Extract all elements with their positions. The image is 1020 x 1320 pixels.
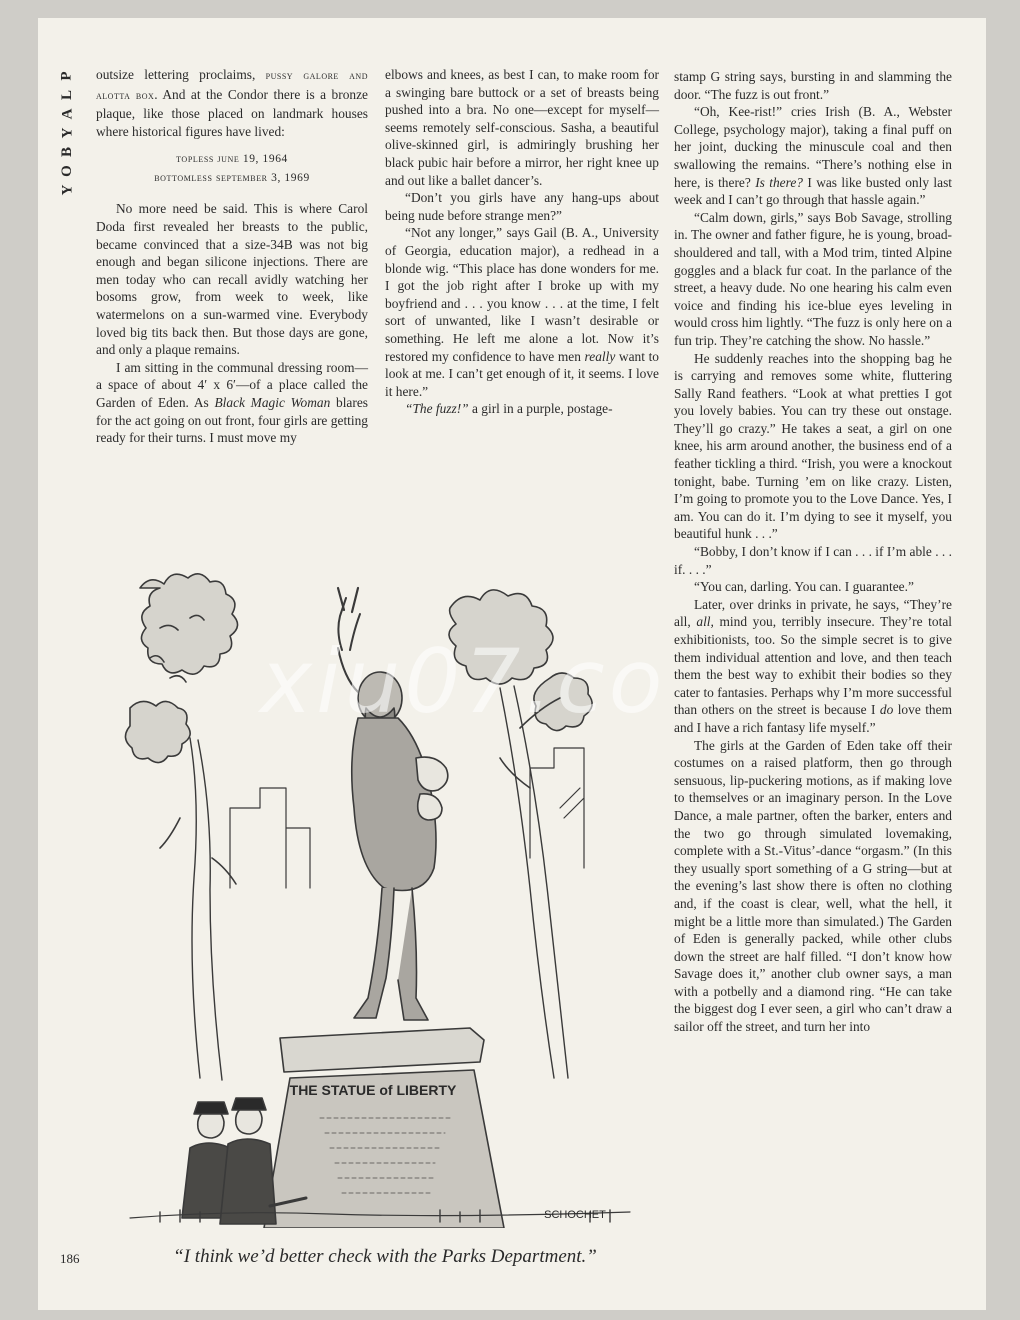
italic-emphasis: do [879,702,894,718]
masthead-letter: Y [59,127,75,139]
text-run: I am sitting in the communal dressing room—a space of about 4′ x 6′—of a place called the Garden of Eden. As [96,359,368,410]
text-column-3 [674,68,952,1036]
text-run: a girl in a purple, postage- [468,401,613,417]
text-run: “Not any longer,” says Gail (B. A., University of Georgia, education major), a redhead in a blonde wig. “This place has done wonders for me. I got the job right after I broke up with my boyfriend and . . . you know . . . at the time, I felt sort of unwanted, like I wasn’t desirable or something. He left me alone a lot. Now it’s restored my confidence to have men [385,225,659,364]
paragraph: No more need be said. This is where Carol Doda first revealed her breasts to the public, became convinced that a size-34B was not big enough and began silicone injections. There are men today who can recall avidly watching her bosoms grow, from week to week, like watermelons on a sun-warmed vine. Everybody loved big tits back then. But those days are gone, and only a plaque remains. [96,201,368,358]
pedestal-top [280,1028,484,1072]
page-number: 186 [60,1251,80,1266]
text-run: . And at the Condor there is a bronze plaque, like those placed on landmark houses where historical figures have lived: [96,86,368,139]
cartoon-illustration [120,558,650,1228]
masthead-letter: L [58,89,75,101]
paragraph: He suddenly reaches into the shopping bag he is carrying and removes some white, fluttering Sally Rand feathers. “Look at what pretties I got you lovely babies. You can try these out onstage. They’ll go crazy.” He takes a seat, a girl on one knee, his arm around another, the business end of a feather tickling a third. “Irish, you were a knockout tonight, babe. Turning ’em on like crazy. Listen, I’m going to promote you to the Love Dance. Yes, I am. You can do it. I’m dying to see it myself, you beautiful hunk . . .” [674,350,952,542]
paragraph: stamp G string says, bursting in and slamming the door. “The fuzz is out front.” [674,69,952,102]
paragraph [96,359,368,447]
masthead-vertical [56,70,78,196]
paragraph: elbows and knees, as best I can, to make room for a swinging bare buttock or a set of breasts being pushed into a bra. No one—except for myself—seems remotely self-conscious. Sasha, a beautiful olive-skinned girl, is admiringly brushing her black pubic hair before a mirror, her right knee up and out like a ballet dancer’s. [385,67,659,188]
paragraph [674,103,952,209]
masthead-letter: B [58,146,75,158]
masthead-letter: P [58,71,75,81]
artist-signature: SCHOCHET [544,1209,606,1221]
policeman-right [220,1139,276,1224]
paragraph: “Don’t you girls have any hang-ups about being nude before strange men?” [385,190,659,223]
right-tree-crown [449,590,553,684]
paragraph: The girls at the Garden of Eden take off their costumes on a raised platform, then go through sensuous, lip-puckering motions, as if making love to themselves or an imaginary person. In the Love Dance, a male partner, often the barker, enters and the two go through simulated lovemaking, complete with a St.-Vitus’-dance “orgasm.” (In this they usually sport something of a G string—but at the evening’s last show there is often no clothing and, if the coast is clear, well, what the hell, it might be a little more than simulated.) The Garden of Eden is generally packed, while other clubs down the street are half filled. “I don’t know how Savage does it,” another club owner says, a man with a potbelly and a diamond ring. “He can take the biggest dog I ever seen, a girl who can’t draw a sailor off the street, and turn her into [674,737,952,1035]
paragraph: “You can, darling. You can. I guarantee.” [694,579,914,595]
cartoon-caption: “I think we’d better check with the Parks Department.” [173,1246,597,1267]
paragraph [385,400,659,418]
left-tree-crown [140,574,238,674]
paragraph [385,224,659,400]
italic-emphasis: really [584,348,616,364]
text-run: “Oh, Kee-rist!” cries Irish (B. A., Webster College, psychology major), taking a final puff on her joint, ducking the minuscule coal and then swallowing the remains. “There’s nothing else in here, is there? [674,104,952,190]
paragraph [96,66,368,140]
italic-emphasis: Is there? [755,174,803,190]
masthead-letter: Y [59,184,75,196]
text-run: mind you, terribly insecure. They’re total exhibitionists, too. So the simple secret is to give them individual attention and love, and then teach them the best way to exhibit their bodies so they cater to fantasies. Perhaps why I’m more successful than others on the street is because I [674,614,952,718]
italic-emphasis: all, [696,614,714,630]
masthead-letter: A [59,108,75,120]
text-column-1 [96,66,368,447]
text-run: outsize lettering proclaims, [96,67,266,82]
masthead-letter: O [58,165,75,177]
paragraph: “Bobby, I don’t know if I can . . . if I’m able . . . if. . . .” [674,544,952,577]
text-run: blares for the act going on out front, four girls are getting ready for their turns. I must move my [96,394,368,446]
italic-emphasis: “The fuzz!” [405,401,469,417]
text-run: I was like busted only last week and I can’t go through that hassle again.” [674,174,953,208]
text-column-2 [385,66,659,418]
paragraph [674,596,952,737]
text-run: want to look at me. I can’t get enough of it, it seems. I love it here.” [385,348,659,399]
plaque-line: topless june 19, 1964 [176,153,288,166]
small-caps-text: pussy galore and alotta box [96,70,368,102]
magazine-page [38,18,986,1310]
italic-title: Black Magic Woman [214,394,331,410]
paragraph: “Calm down, girls,” says Bob Savage, strolling in. The owner and father figure, he is young, broad-shouldered and tall, with a Mod trim, tinted Alpine goggles and a black fur coat. In the parlance of the street, a heavy dude. No one hearing his calm even voice and finding his ice-blue eyes leveling in would cross him lightly. “The fuzz is only here on a fun trip. They’re catching the show. No hassle.” [674,209,952,348]
watermark: xiu07.co [260,630,667,733]
pedestal-label: THE STATUE of LIBERTY [289,1082,457,1098]
plaque-inscription [96,150,368,188]
plaque-line: bottomless september 3, 1969 [154,172,310,185]
text-run: Later, over drinks in private, he says, “They’re all, [674,596,952,630]
text-run: love them and I have a rich fantasy life myself.” [674,702,952,735]
